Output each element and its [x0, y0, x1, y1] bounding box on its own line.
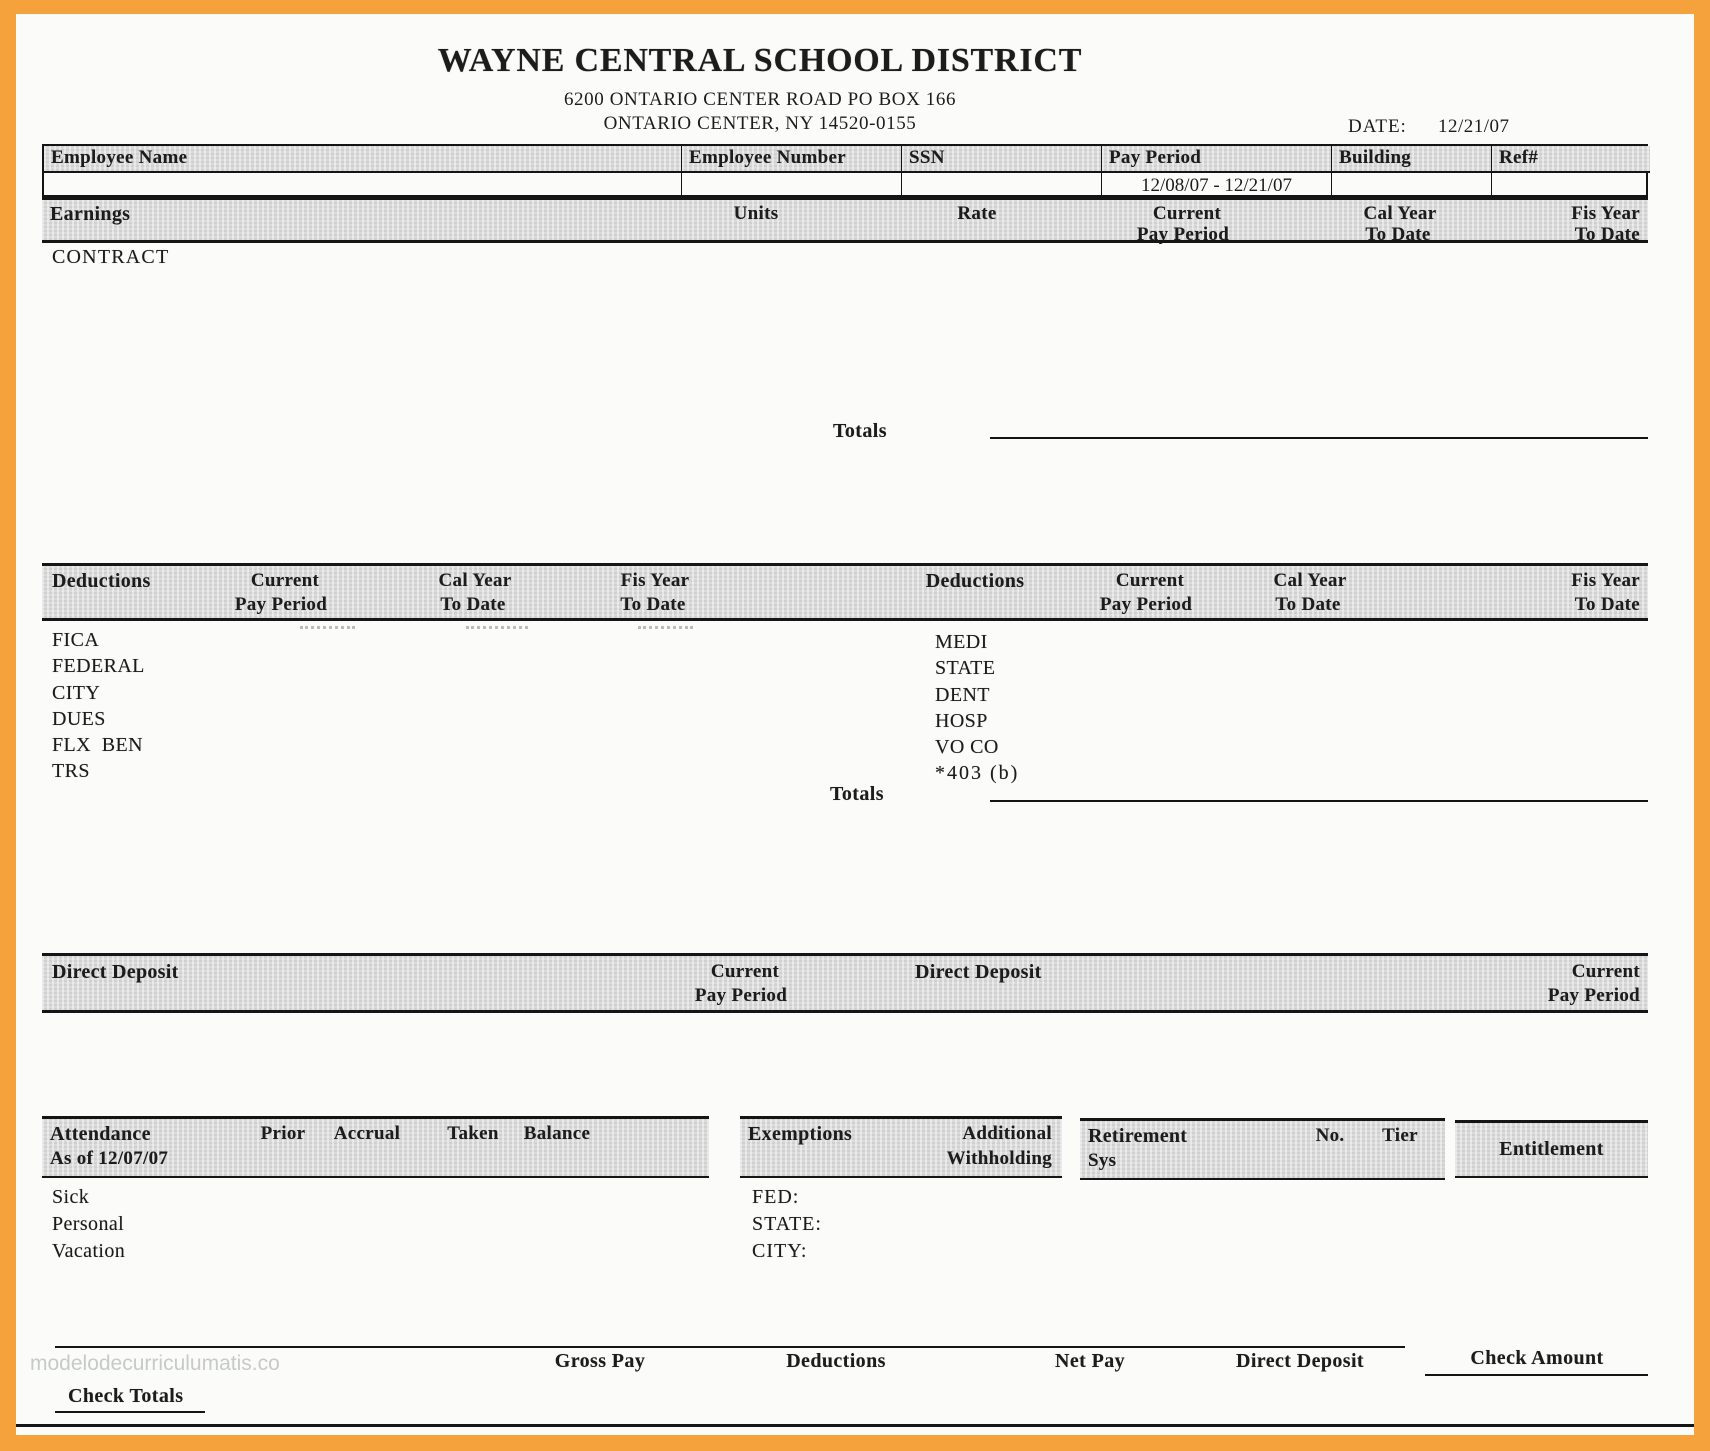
calyear-column-label-l2: To Date [1365, 224, 1431, 245]
deductions-header-band [42, 563, 1648, 621]
exemption-item: FED: [752, 1186, 800, 1208]
district-title: WAYNE CENTRAL SCHOOL DISTRICT [437, 42, 1083, 79]
attendance-col-prior: Prior [260, 1123, 306, 1144]
direct-deposit-summary-label: Direct Deposit [1236, 1350, 1364, 1372]
deduction-item: STATE [935, 657, 996, 679]
deductions-right-current-l1: Current [1115, 570, 1185, 591]
deduction-item: DUES [52, 708, 106, 730]
deductions-right-label: Deductions [925, 570, 1025, 592]
entitlement-title: Entitlement [1499, 1138, 1604, 1160]
fisyear-column-label-l2: To Date [1574, 224, 1640, 245]
address-line-1: 6200 ONTARIO CENTER ROAD PO BOX 166 [563, 89, 957, 110]
deductions-totals-line [990, 800, 1648, 802]
deductions-left-calyear-l1: Cal Year [438, 570, 512, 591]
retirement-tier-label: Tier [1382, 1125, 1418, 1146]
deductions-left-fisyear-l1: Fis Year [620, 570, 690, 591]
retirement-band [1080, 1118, 1445, 1180]
scan-border-bottom [0, 1435, 1710, 1451]
deductions-left-calyear-l2: To Date [440, 594, 506, 615]
ref-value [1492, 173, 1650, 199]
employee-info-table [42, 144, 1648, 197]
scan-border-right [1694, 0, 1710, 1451]
address-line-2: ONTARIO CENTER, NY 14520-0155 [603, 113, 917, 134]
footer-summary-line [55, 1346, 1405, 1348]
exemptions-title: Exemptions [748, 1123, 853, 1145]
deductions-left-fisyear-l2: To Date [620, 594, 686, 615]
date-label: DATE: [1348, 116, 1407, 137]
date-value: 12/21/07 [1438, 116, 1510, 137]
exemption-item: STATE: [752, 1213, 822, 1235]
retirement-title-l2: Sys [1088, 1150, 1117, 1171]
deduction-item: FEDERAL [52, 655, 145, 677]
direct-deposit-right-current-l2: Pay Period [1547, 985, 1640, 1006]
exemptions-band [740, 1116, 1062, 1178]
earnings-column-label: Earnings [50, 203, 131, 225]
direct-deposit-band [42, 953, 1648, 1013]
retirement-title-l1: Retirement [1088, 1125, 1188, 1147]
gross-pay-label: Gross Pay [554, 1350, 646, 1372]
deduction-item: HOSP [935, 710, 988, 732]
check-amount-label: Check Amount [1470, 1347, 1604, 1369]
earnings-totals-label: Totals [833, 420, 887, 442]
cutoff-value-fragment [638, 626, 693, 629]
entitlement-band [1455, 1120, 1648, 1178]
employee-name-header: Employee Name [44, 146, 682, 173]
direct-deposit-current-l2: Pay Period [694, 985, 788, 1006]
retirement-no-label: No. [1315, 1125, 1345, 1146]
deductions-left-label: Deductions [52, 570, 151, 592]
earnings-header-band [42, 197, 1648, 243]
pay-period-header: Pay Period [1102, 146, 1332, 173]
attendance-col-balance: Balance [523, 1123, 591, 1144]
deduction-item: TRS [52, 760, 90, 782]
units-column-label: Units [733, 203, 779, 224]
deduction-item: FICA [52, 629, 100, 651]
scan-border-top [0, 0, 1710, 14]
exemption-item: CITY: [752, 1240, 808, 1262]
deductions-right-current-l2: Pay Period [1099, 594, 1193, 615]
ref-header: Ref# [1492, 146, 1650, 173]
scan-border-left [0, 0, 16, 1451]
check-totals-label: Check Totals [68, 1385, 184, 1407]
employee-number-header: Employee Number [682, 146, 902, 173]
deductions-right-calyear-l2: To Date [1275, 594, 1341, 615]
attendance-col-accrual: Accrual [333, 1123, 401, 1144]
earnings-row-contract: CONTRACT [52, 246, 170, 268]
employee-number-value [682, 173, 902, 199]
pay-period-value: 12/08/07 - 12/21/07 [1102, 173, 1332, 199]
deductions-left-current-l1: Current [250, 570, 320, 591]
current-column-label-l2: Pay Period [1136, 224, 1230, 245]
scan-artifact-line [16, 1424, 1694, 1427]
deduction-item: CITY [52, 682, 101, 704]
attendance-title: Attendance [50, 1123, 151, 1145]
deductions-right-fisyear-l1: Fis Year [1571, 570, 1640, 591]
watermark-text: modelodecurriculumatis.co [30, 1352, 280, 1375]
direct-deposit-current-l1: Current [710, 961, 780, 982]
attendance-item: Vacation [52, 1240, 126, 1262]
check-amount-line [1425, 1374, 1648, 1376]
ssn-value [902, 173, 1102, 199]
net-pay-label: Net Pay [1055, 1350, 1125, 1372]
building-value [1332, 173, 1492, 199]
cutoff-value-fragment [466, 626, 528, 629]
direct-deposit-right-current-l1: Current [1571, 961, 1640, 982]
earnings-totals-line [990, 437, 1648, 439]
direct-deposit-right-label: Direct Deposit [915, 961, 1042, 983]
attendance-band [42, 1116, 709, 1178]
check-totals-line [55, 1411, 205, 1413]
direct-deposit-left-label: Direct Deposit [52, 961, 179, 983]
deduction-item: FLX BEN [52, 734, 143, 756]
additional-withholding-l1: Additional [962, 1123, 1052, 1144]
additional-withholding-l2: Withholding [946, 1148, 1052, 1169]
attendance-item: Sick [52, 1186, 90, 1208]
deductions-left-current-l2: Pay Period [234, 594, 328, 615]
fisyear-column-label-l1: Fis Year [1571, 203, 1640, 224]
deduction-item: VO CO [935, 736, 999, 758]
deduction-item: *403 (b) [935, 762, 1020, 784]
calyear-column-label-l1: Cal Year [1363, 203, 1437, 224]
deductions-summary-label: Deductions [786, 1350, 886, 1372]
deductions-right-calyear-l1: Cal Year [1273, 570, 1347, 591]
attendance-col-taken: Taken [447, 1123, 499, 1144]
attendance-as-of: As of 12/07/07 [50, 1148, 169, 1169]
building-header: Building [1332, 146, 1492, 173]
attendance-item: Personal [52, 1213, 125, 1235]
employee-name-value [44, 173, 682, 199]
deduction-item: DENT [935, 684, 990, 706]
rate-column-label: Rate [957, 203, 997, 224]
deduction-item: MEDI [935, 631, 988, 653]
current-column-label-l1: Current [1152, 203, 1222, 224]
deductions-totals-label: Totals [830, 783, 884, 805]
cutoff-value-fragment [300, 626, 355, 629]
deductions-right-fisyear-l2: To Date [1574, 594, 1640, 615]
ssn-header: SSN [902, 146, 1102, 173]
